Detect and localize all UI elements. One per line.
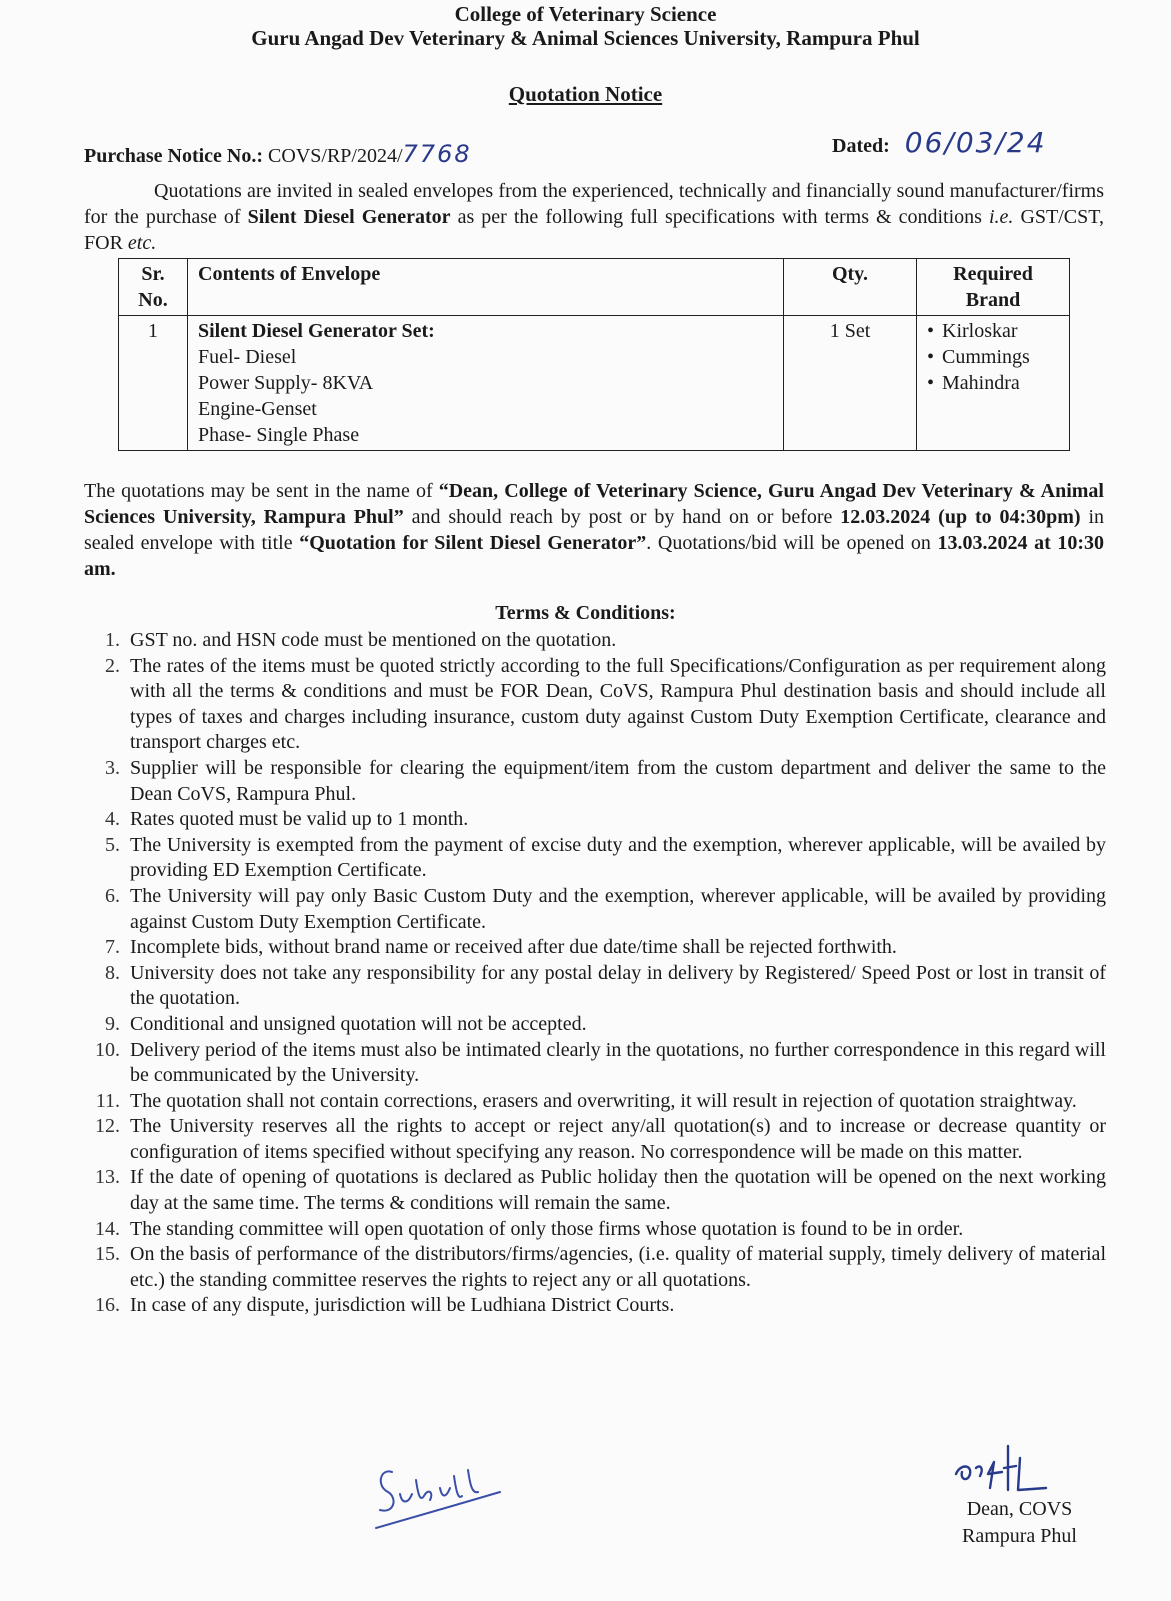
spec-line: Engine-Genset [198, 398, 317, 420]
term-item [84, 1089, 1106, 1115]
spec-line: Power Supply- 8KVA [198, 372, 374, 394]
term-number: 10. [95, 1038, 120, 1061]
send-deadline: 12.03.2024 (up to 04:30pm) [840, 506, 1081, 528]
specification-table [118, 258, 1070, 451]
send-opening-date: 13.03.2024 at 10:30 am. [84, 532, 1104, 580]
spec-line: Fuel- Diesel [198, 346, 297, 368]
term-text: The University will pay only Basic Custom Duty and the exemption, wherever applicable, will be availed by providing against Custom Duty Exemption Certificate. [130, 884, 1106, 933]
send-addressee: “Dean, College of Veterinary Science, Guru Angad Dev Veterinary & Animal Sciences University, Rampura Phul” [84, 480, 1104, 528]
university-name: Guru Angad Dev Veterinary & Animal Sciences University, Rampura Phul [251, 26, 920, 50]
term-item [84, 1217, 1106, 1243]
intro-text: GST/CST, FOR [84, 206, 1104, 254]
notice-title: Quotation Notice [508, 82, 663, 106]
signatory-place: Rampura Phul [962, 1525, 1077, 1547]
term-number: 5. [105, 833, 120, 856]
dated-label: Dated: [832, 135, 890, 157]
term-number: 9. [105, 1012, 120, 1035]
brand-list [927, 318, 1059, 396]
term-number: 13. [95, 1166, 120, 1189]
term-text: Conditional and unsigned quotation will not be accepted. [130, 1012, 587, 1035]
spec-line: Phase- Single Phase [198, 424, 360, 446]
brand-item: • Kirloskar [927, 318, 1059, 344]
term-item [84, 1114, 1106, 1165]
cell-brands [917, 316, 1070, 451]
intro-text: Quotations are invited in sealed envelopes from the experienced, technically and financially sound manufacturer/firms for the purchase of [84, 180, 1104, 228]
term-number: 15. [95, 1243, 120, 1266]
cell-contents [188, 316, 784, 451]
cell-sr-no: 1 [119, 316, 188, 451]
send-text: and should reach by post or by hand on or before [403, 506, 841, 528]
term-number: 4. [105, 808, 120, 831]
table-header-row [119, 259, 1070, 316]
term-item [84, 1293, 1106, 1319]
term-number: 6. [105, 884, 120, 907]
intro-paragraph [84, 178, 1104, 256]
intro-item: Silent Diesel Generator [247, 206, 451, 228]
term-text: Rates quoted must be valid up to 1 month. [130, 808, 469, 831]
term-text: Supplier will be responsible for clearing the equipment/item from the custom department and deliver the same to the Dean CoVS, Rampura Phul. [130, 756, 1106, 805]
header-brand: Required Brand [917, 259, 1070, 316]
send-text: The quotations may be sent in the name of [84, 480, 439, 502]
term-text: The quotation shall not contain corrections, erasers and overwriting, it will result in rejection of quotation straightway. [130, 1089, 1077, 1112]
intro-etc: etc. [127, 232, 157, 254]
term-number: 11. [95, 1089, 120, 1112]
term-item [84, 1242, 1106, 1293]
intro-text: as per the following full specifications with terms & conditions [450, 206, 989, 228]
term-number: 3. [105, 756, 120, 779]
item-title: Silent Diesel Generator Set: [198, 320, 435, 342]
term-text: University does not take any responsibility for any postal delay in delivery by Registered/ Speed Post or lost in transit of the quotation. [130, 961, 1106, 1010]
term-text: The University is exempted from the payment of excise duty and the exemption, wherever applicable, will be availed by providing ED Exemption Certificate. [130, 833, 1106, 882]
submission-paragraph [84, 478, 1104, 582]
term-item [84, 1165, 1106, 1216]
notice-number-prefix: COVS/RP/2024/ [268, 145, 403, 167]
terms-title: Terms & Conditions: [495, 602, 676, 624]
brand-item: • Mahindra [927, 370, 1059, 396]
signatory-title: Dean, COVS [966, 1498, 1073, 1520]
term-text: If the date of opening of quotations is declared as Public holiday then the quotation will be opened on the next working day at the same time. The terms & conditions will remain the same. [130, 1166, 1106, 1215]
notice-label: Purchase Notice No.: [84, 145, 264, 167]
term-item [84, 833, 1106, 884]
term-item [84, 807, 1106, 833]
term-item [84, 884, 1106, 935]
term-number: 1. [105, 629, 120, 651]
term-number: 12. [95, 1115, 120, 1138]
table-row [119, 316, 1070, 451]
notice-date [832, 126, 1047, 159]
term-item [84, 1012, 1106, 1038]
handwritten-signature-left [370, 1458, 510, 1538]
term-item [84, 654, 1106, 756]
term-item [84, 628, 1106, 654]
term-number: 8. [105, 961, 120, 984]
term-item [84, 961, 1106, 1012]
term-text: In case of any dispute, jurisdiction will be Ludhiana District Courts. [130, 1294, 675, 1317]
send-text: in sealed envelope with title [84, 506, 1105, 554]
terms-list [84, 628, 1106, 1319]
term-text: GST no. and HSN code must be mentioned on the quotation. [130, 629, 617, 651]
term-text: Delivery period of the items must also be intimated clearly in the quotations, no further correspondence in this regard will be communicated by the University. [130, 1038, 1106, 1087]
date-handwritten: 06/03/24 [904, 126, 1047, 159]
term-text: Incomplete bids, without brand name or received after due date/time shall be rejected forthwith. [130, 936, 897, 959]
header-qty: Qty. [784, 259, 917, 316]
header-contents: Contents of Envelope [188, 259, 784, 316]
term-text: The University reserves all the rights to accept or reject any/all quotation(s) and to increase or decrease quantity or configuration of items specified without specifying any reason. No correspondence will be made on this matter. [130, 1115, 1106, 1163]
term-text: The rates of the items must be quoted strictly according to the full Specifications/Configuration as per requirement along with all the terms & conditions and must be FOR Dean, CoVS, Rampura Phul destination basis and should include all types of taxes and charges including insurance, custom duty against Custom Duty Exemption Certificate, clearance and transport charges etc. [130, 654, 1106, 754]
term-text: On the basis of performance of the distributors/firms/agencies, (i.e. quality of material supply, timely delivery of material etc.) the standing committee reserves the rights to reject any or all quotations. [130, 1243, 1106, 1291]
term-number: 16. [95, 1294, 120, 1317]
term-number: 7. [105, 936, 120, 959]
send-text: . Quotations/bid will be opened on [646, 532, 938, 554]
term-item [84, 935, 1106, 961]
intro-ie: i.e. [988, 206, 1014, 228]
signatory-block [962, 1496, 1077, 1550]
term-item [84, 1038, 1106, 1089]
header-sr-no: Sr. No. [119, 259, 188, 316]
send-envelope-title: “Quotation for Silent Diesel Generator” [299, 532, 647, 554]
term-number: 14. [95, 1217, 120, 1240]
notice-number-handwritten: 7768 [402, 140, 472, 168]
term-number: 2. [105, 654, 120, 677]
purchase-notice-number [84, 140, 472, 168]
cell-qty: 1 Set [784, 316, 917, 451]
term-text: The standing committee will open quotation of only those firms whose quotation is found to be in order. [130, 1217, 964, 1240]
college-name: College of Veterinary Science [454, 2, 717, 26]
term-item [84, 756, 1106, 807]
brand-item: • Cummings [927, 344, 1059, 370]
